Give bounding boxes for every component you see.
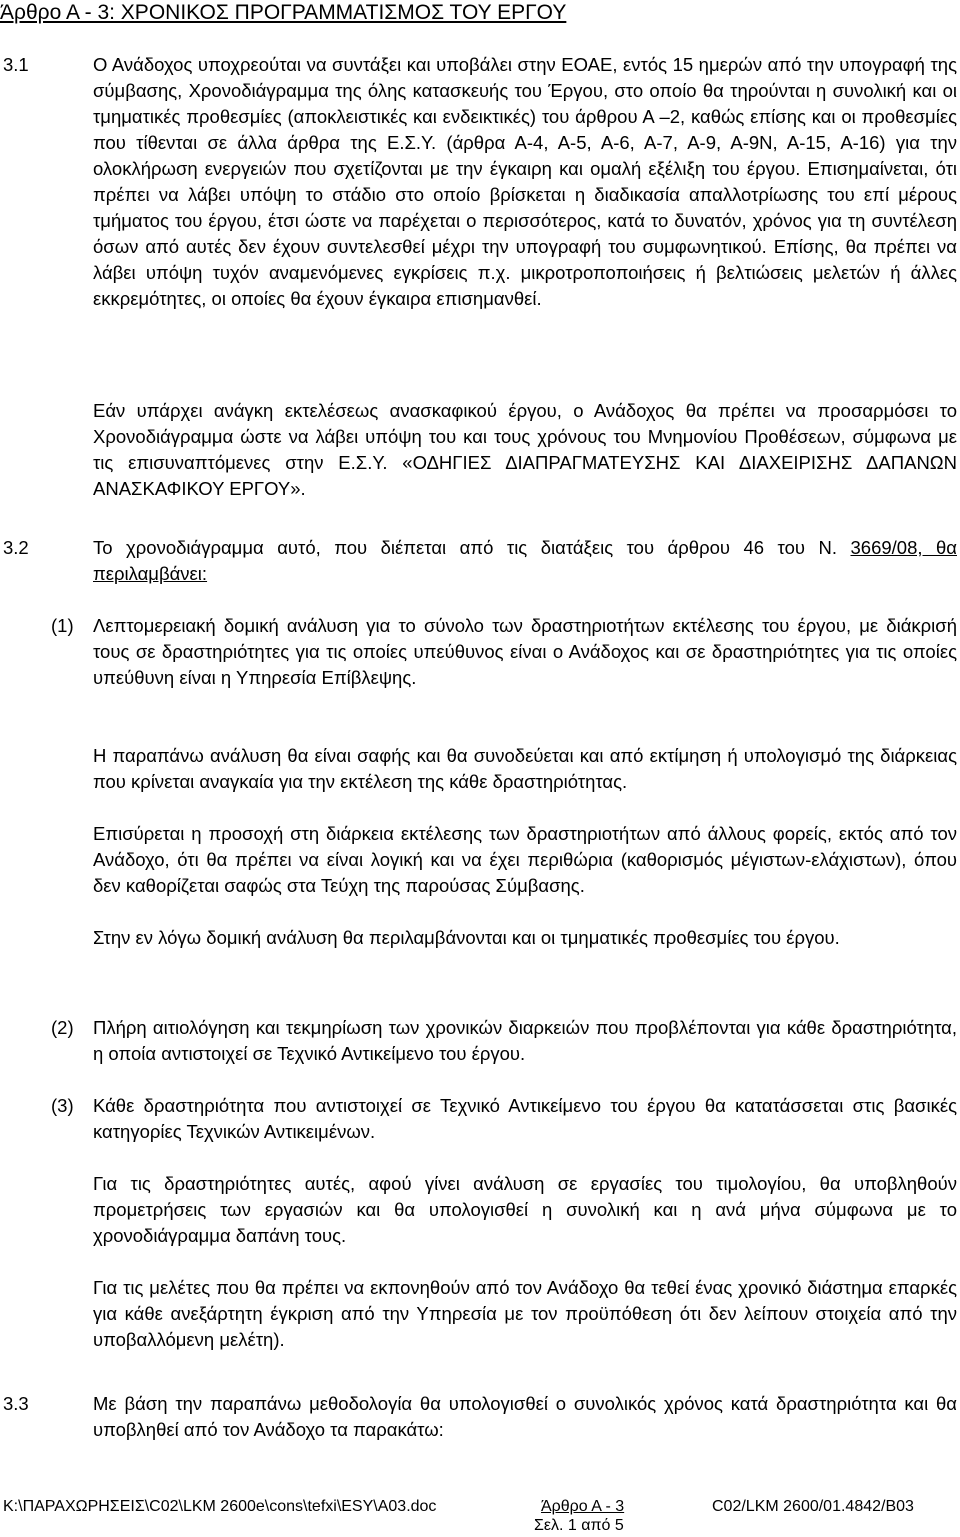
footer-article: Άρθρο Α - 3: [541, 1498, 625, 1515]
section-3-2-intro: [93, 535, 957, 587]
list-item-1-paragraph-1: Λεπτομερειακή δομική ανάλυση για το σύνολο των δραστηριοτήτων εκτέλεσης του έργου, με διάκρισή τους σε δραστηριότητες για τις οποίες υπεύθυνος είναι ο Ανάδοχος και σε δραστηριότητες για τις οποίες υπεύθυνη είναι η Υπηρεσία Επίβλεψης.: [93, 615, 957, 688]
section-3-2-intro-underlined: 3669/08, θα περιλαμβάνει:: [93, 537, 957, 584]
list-item-1-paragraph-3: Επισύρεται η προσοχή στη διάρκεια εκτέλεσης των δραστηριοτήτων από άλλους φορείς, εκτός από τον Ανάδοχο, ότι θα πρέπει να είναι λογική και να έχει περιθώρια (καθορισμός μέγιστων-ελάχιστων), όπου δεν καθορίζεται σαφώς στα Τεύχη της παρούσας Σύμβασης.: [93, 823, 957, 896]
list-item-1-paragraph-2: Η παραπάνω ανάλυση θα είναι σαφής και θα συνοδεύεται και από εκτίμηση ή υπολογισμό της διάρκειας που κρίνεται αναγκαία για την εκτέλεση της κάθε δραστηριότητας.: [93, 745, 957, 792]
list-item-3-paragraph-2: Για τις δραστηριότητες αυτές, αφού γίνει ανάλυση σε εργασίες του τιμολογίου, θα υποβληθούν προμετρήσεις των εργασιών και θα υπολογισθεί η συνολική και η ανά μήνα σύμφωνα με το χρονοδιάγραμμα δαπάνη τους.: [93, 1173, 957, 1246]
list-item-1-paragraph-4: Στην εν λόγω δομική ανάλυση θα περιλαμβάνονται και οι τμηματικές προθεσμίες του έργου.: [93, 927, 840, 948]
section-number-3-2: 3.2: [3, 537, 29, 558]
section-3-2-intro-text: Το χρονοδιάγραμμα αυτό, που διέπεται από τις διατάξεις του άρθρου 46 του Ν.: [93, 537, 851, 558]
section-3-3-paragraph-1: Με βάση την παραπάνω μεθοδολογία θα υπολογισθεί ο συνολικός χρόνος κατά δραστηριότητα και θα υποβληθεί από τον Ανάδοχο τα παρακάτω:: [93, 1393, 957, 1440]
footer-document-code: C02/LKM 2600/01.4842/B03: [712, 1498, 914, 1515]
list-item-marker-3: (3): [51, 1095, 74, 1116]
section-number-3-3: 3.3: [3, 1393, 29, 1414]
section-3-1-paragraph-2: Εάν υπάρχει ανάγκη εκτελέσεως ανασκαφικού έργου, ο Ανάδοχος θα πρέπει να προσαρμόσει το Χρονοδιάγραμμα ώστε να λάβει υπόψη του και τους χρόνους του Μνημονίου Προθέσεων, σύμφωνα με τις επισυναπτόμενες στην Ε.Σ.Υ. «ΟΔΗΓΙΕΣ ΔΙΑΠΡΑΓΜΑΤΕΥΣΗΣ ΚΑΙ ΔΙΑΧΕΙΡΙΣΗΣ ΔΑΠΑΝΩΝ ΑΝΑΣΚΑΦΙΚΟΥ ΕΡΓΟΥ».: [93, 400, 957, 499]
list-item-marker-2: (2): [51, 1017, 74, 1038]
list-item-3-paragraph-1: Κάθε δραστηριότητα που αντιστοιχεί σε Τεχνικό Αντικείμενο του έργου θα κατατάσσεται στις βασικές κατηγορίες Τεχνικών Αντικειμένων.: [93, 1095, 957, 1142]
list-item-marker-1: (1): [51, 615, 74, 636]
article-title: Άρθρο Α - 3: ΧΡΟΝΙΚΟΣ ΠΡΟΓΡΑΜΜΑΤΙΣΜΟΣ ΤΟΥ ΕΡΓΟΥ: [0, 1, 567, 24]
section-number-3-1: 3.1: [3, 54, 29, 75]
list-item-2-paragraph-1: Πλήρη αιτιολόγηση και τεκμηρίωση των χρονικών διαρκειών που προβλέπονται για κάθε δραστηριότητα, η οποία αντιστοιχεί σε Τεχνικό Αντικείμενο του έργου.: [93, 1017, 957, 1064]
footer-page-number: Σελ. 1 από 5: [534, 1517, 624, 1534]
section-3-1-paragraph-1: Ο Ανάδοχος υποχρεούται να συντάξει και υποβάλει στην ΕΟΑΕ, εντός 15 ημερών από την υπογραφή της σύμβασης, Χρονοδιάγραμμα της όλης κατασκευής του Έργου, στο οποίο θα τηρούνται η συνολική και οι τμηματικές προθεσμίες (αποκλειστικές και ενδεικτικές) του άρθρου Α –2, καθώς επίσης και οι προθεσμίες που τίθενται σε άλλα άρθρα της Ε.Σ.Υ. (άρθρα Α-4, Α-5, Α-6, Α-7, Α-9, Α-9Ν, Α-15, Α-16) για την ολοκλήρωση ενεργειών που σχετίζονται με την έγκαιρη και ομαλή εξέλιξη του έργου. Επισημαίνεται, ότι πρέπει να λάβει υπόψη το στάδιο στο οποίο βρίσκεται η διαδικασία απαλλοτρίωσης του επί μέρους τμήματος του έργου, έτσι ώστε να παρέχεται ο περισσότερος, κατά το δυνατόν, χρόνος για τη συντέλεση όσων από αυτές δεν έχουν συντελεσθεί μέχρι την υπογραφή του συμφωνητικού. Επίσης, θα πρέπει να λάβει υπόψη τυχόν αναμενόμενες εγκρίσεις π.χ. μικροτροποποιήσεις ή βελτιώσεις μελετών ή άλλες εκκρεμότητες, οι οποίες θα έχουν έγκαιρα επισημανθεί.: [93, 54, 957, 309]
list-item-3-paragraph-3: Για τις μελέτες που θα πρέπει να εκπονηθούν από τον Ανάδοχο θα τεθεί ένας χρονικό διάστημα επαρκές για κάθε ανεξάρτητη έγκριση από την Υπηρεσία με τον προϋπόθεση ότι δεν λείπουν στοιχεία από την υποβαλλόμενη μελέτη).: [93, 1277, 957, 1350]
footer-file-path: K:\ΠΑΡΑΧΩΡΗΣΕΙΣ\C02\LKM 2600e\cons\tefxi\ESY\A03.doc: [3, 1498, 437, 1515]
